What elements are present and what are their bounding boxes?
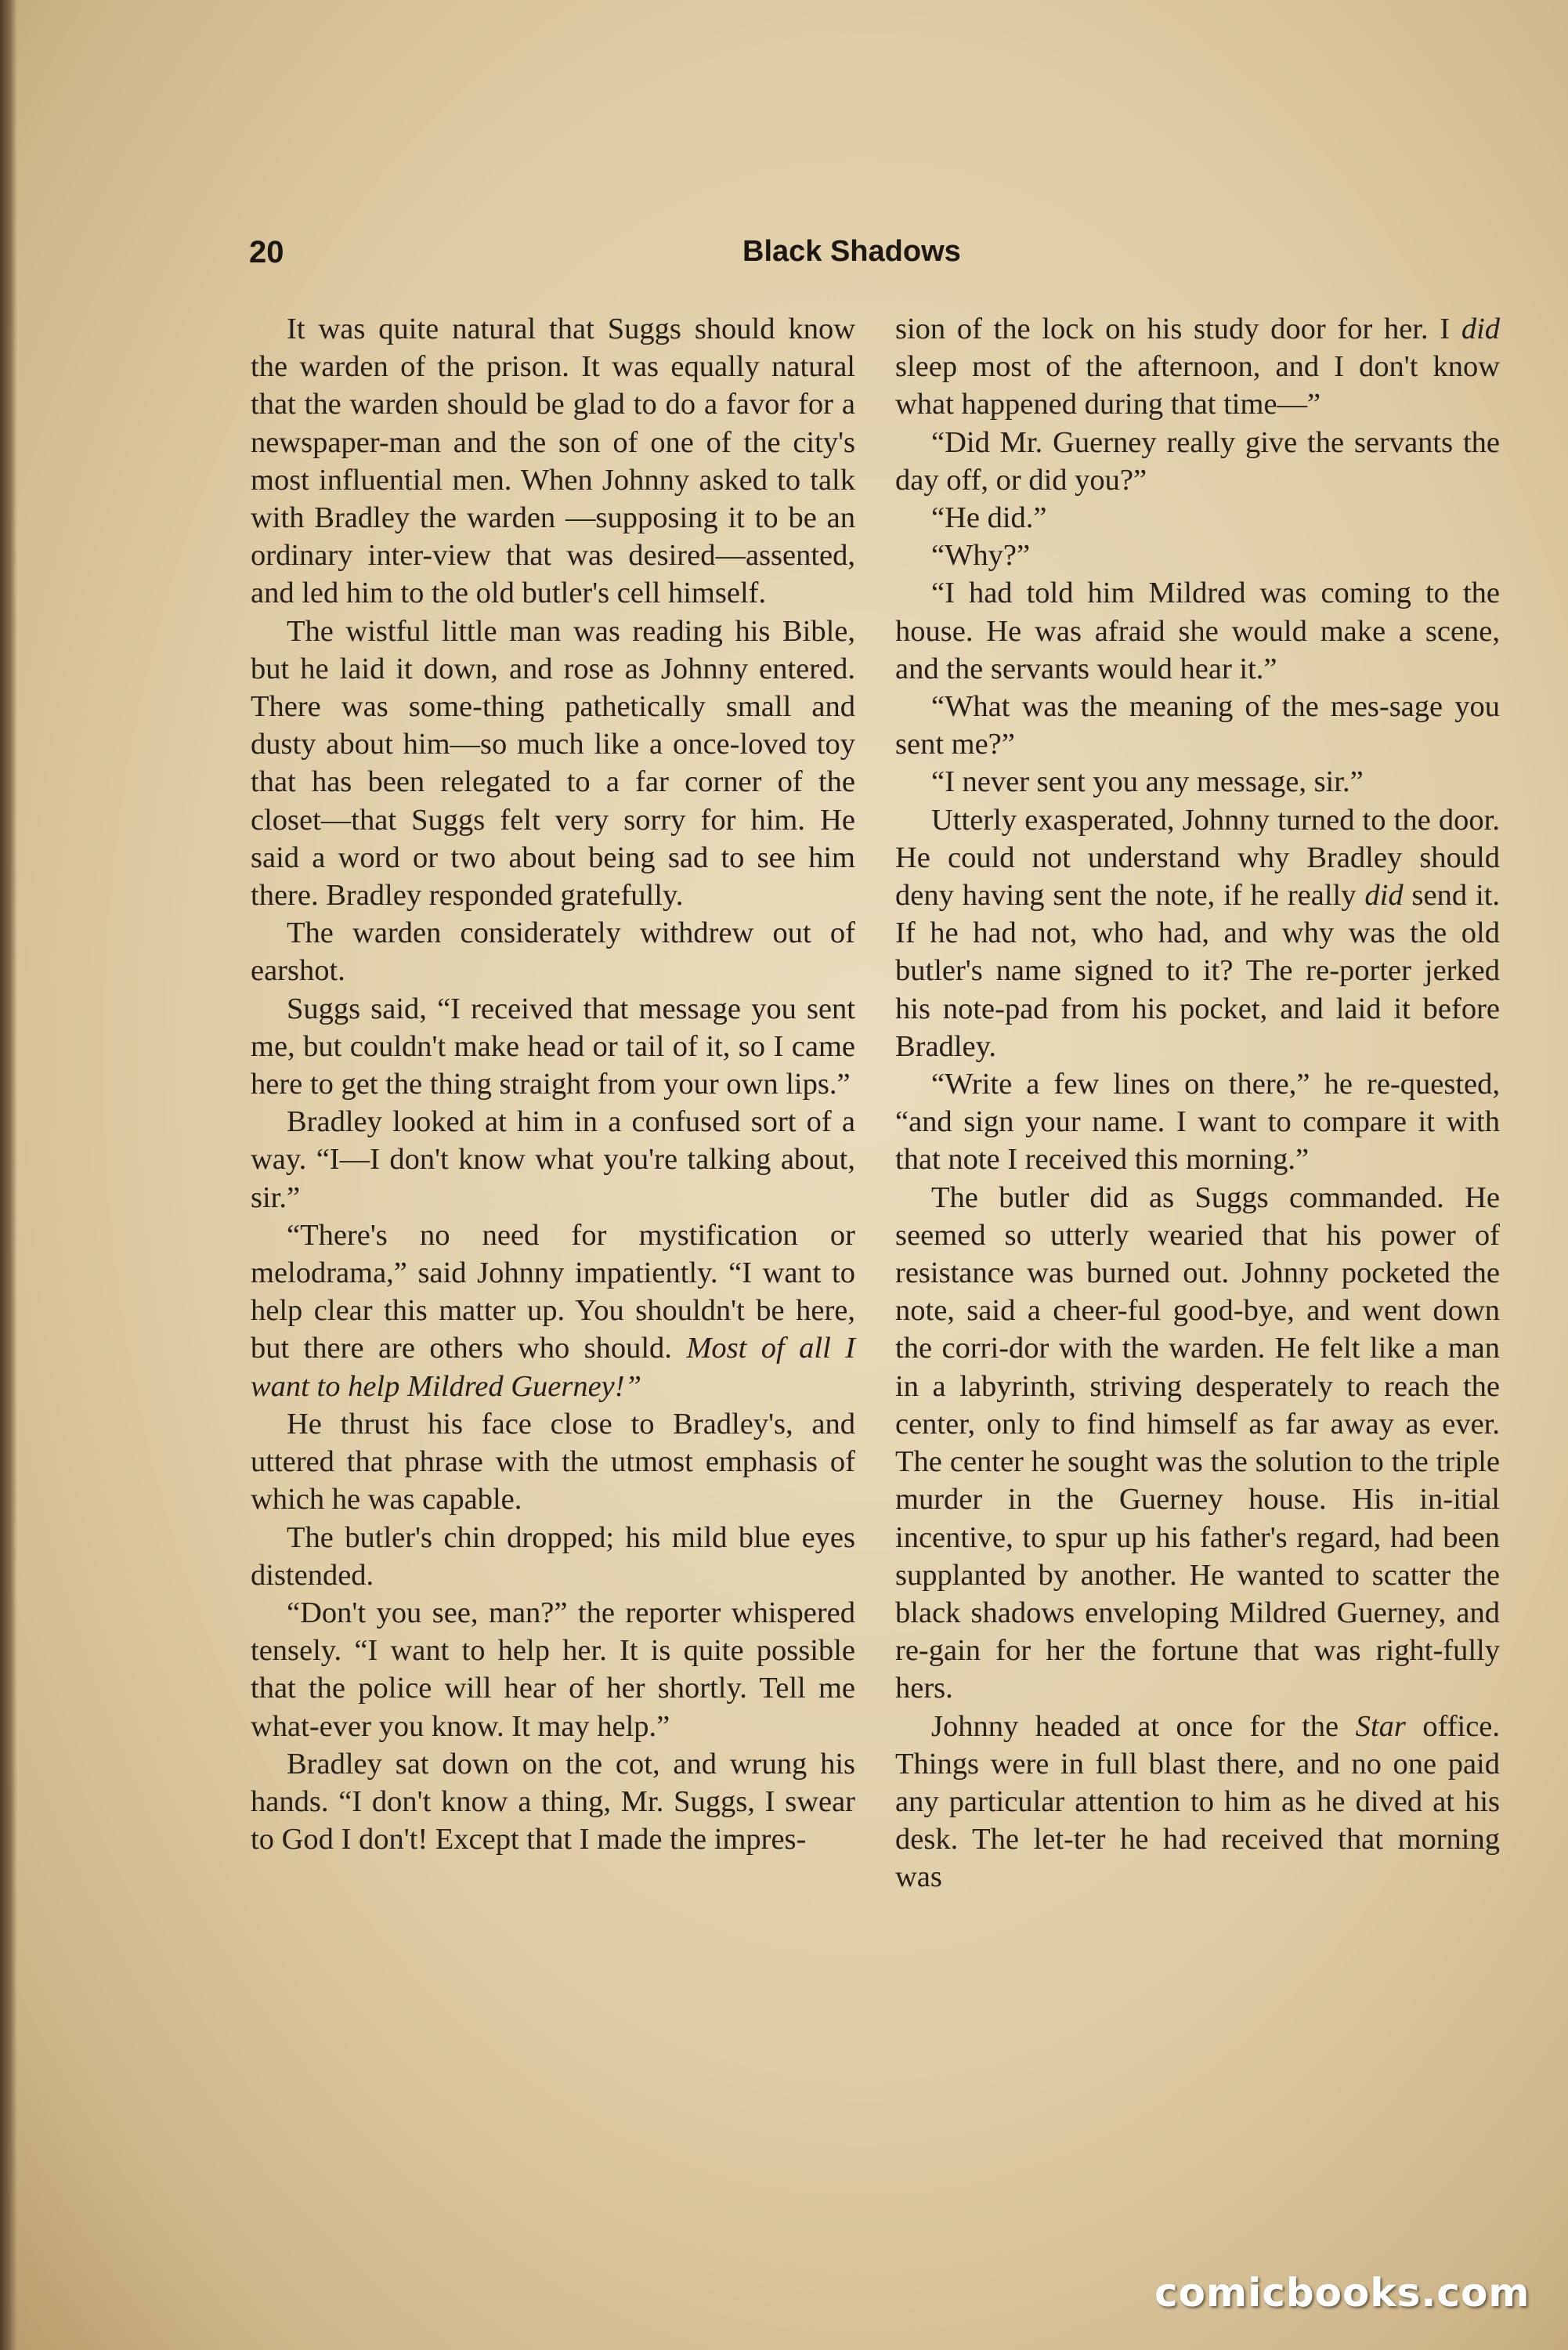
paragraph: “Did Mr. Guerney really give the servants the day off, or did you?” bbox=[895, 425, 1500, 497]
paragraph: It was quite natural that Suggs should know the warden of the prison. It was equally natural that the warden should be glad to do a favor for a newspaper-man and the son of one of the city's most influential men. When Johnny asked to talk with Bradley the warden —supposing it to be an ordinary inter-view that was desired—assented, and led him to the old butler's cell himself. bbox=[251, 313, 855, 610]
paragraph: He thrust his face close to Bradley's, and uttered that phrase with the utmost emphasis of which he was capable. bbox=[251, 1407, 855, 1517]
page-header bbox=[249, 235, 1502, 282]
paragraph-text: sion of the lock on his study door for her. I bbox=[895, 313, 1451, 345]
paragraph: “Write a few lines on there,” he re-quested, “and sign your name. I want to compare it with that note I received this morning.” bbox=[895, 1068, 1500, 1177]
italic-emphasis: did bbox=[1461, 313, 1501, 345]
paragraph-text: office. Things were in full blast there, and no one paid any particular attention to him as he dived at his desk. The let-ter he had received that morning was bbox=[895, 1709, 1501, 1894]
paragraph-text: “There's no need for mystification or melodrama,” said Johnny impatiently. “I want to help clear this matter up. You shouldn't be here, but there are others who should. bbox=[251, 1218, 855, 1365]
paragraph: “Why?” bbox=[931, 539, 1031, 573]
paragraph: “What was the meaning of the mes-sage you sent me?” bbox=[895, 690, 1500, 761]
italic-emphasis: Star bbox=[1355, 1709, 1406, 1743]
paragraph-text: Utterly exasperated, Johnny turned to the door. He could not understand why Bradley should deny having sent the note, if he really bbox=[895, 803, 1500, 913]
italic-emphasis: Most of all I want to help Mildred Guerney!” bbox=[251, 1332, 855, 1403]
paragraph: The warden considerately withdrew out of earshot. bbox=[251, 916, 855, 988]
italic-emphasis: did bbox=[1364, 879, 1404, 913]
page-number: 20 bbox=[249, 235, 284, 269]
page-spine-shadow bbox=[0, 0, 17, 2350]
paragraph bbox=[251, 1217, 855, 1405]
paragraph: “I never sent you any message, sir.” bbox=[931, 765, 1364, 799]
paragraph-continued bbox=[895, 310, 1500, 424]
running-title: Black Shadows bbox=[742, 235, 961, 268]
paragraph bbox=[895, 1708, 1500, 1896]
paragraph bbox=[895, 801, 1500, 1065]
right-text-column bbox=[895, 310, 1500, 1896]
paragraph: Bradley looked at him in a confused sort of a way. “I—I don't know what you're talking about, sir.” bbox=[251, 1105, 855, 1214]
paragraph-text: sleep most of the afternoon, and I don't know what happened during that time—” bbox=[895, 350, 1500, 421]
paragraph: “I had told him Mildred was coming to the house. He was afraid she would make a scene, and the servants would hear it.” bbox=[895, 577, 1500, 685]
paragraph: Suggs said, “I received that message you sent me, but couldn't make head or tail of it, so I came here to get the thing straight from your own lips.” bbox=[251, 992, 855, 1101]
paragraph: The butler's chin dropped; his mild blue eyes distended. bbox=[251, 1520, 855, 1592]
paragraph-text: send it. If he had not, who had, and why was the old butler's name signed to it? The re-porter jerked his note-pad from his pocket, and laid it before Bradley. bbox=[895, 879, 1501, 1063]
paragraph: The wistful little man was reading his Bible, but he laid it down, and rose as Johnny entered. There was some-thing pathetically small and dusty about him—so much like a once-loved toy that has been relegated to a far corner of the closet—that Suggs felt very sorry for him. He said a word or two about being sad to see him there. Bradley responded gratefully. bbox=[251, 614, 855, 913]
paragraph: The butler did as Suggs commanded. He seemed so utterly wearied that his power of resistance was burned out. Johnny pocketed the note, said a cheer-ful good-bye, and went down the corri-dor with the warden. He felt like a man in a labyrinth, striving desperately to reach the center, only to find himself as far away as ever. The center he sought was the solution to the triple murder in the Guerney house. His in-itial incentive, to spur up his father's regard, had been supplanted by another. He wanted to scatter the black shadows enveloping Mildred Guerney, and re-gain for her the fortune that was right-fully hers. bbox=[895, 1180, 1500, 1705]
left-text-column bbox=[251, 310, 855, 1858]
paragraph: Bradley sat down on the cot, and wrung his hands. “I don't know a thing, Mr. Suggs, I swear to God I don't! Except that I made the impres- bbox=[251, 1747, 855, 1856]
paragraph-text: Johnny headed at once for the bbox=[931, 1709, 1339, 1743]
paragraph: “He did.” bbox=[931, 501, 1047, 535]
site-watermark: comicbooks.com bbox=[1154, 2270, 1530, 2316]
paragraph: “Don't you see, man?” the reporter whispered tensely. “I want to help her. It is quite possible that the police will hear of her shortly. Tell me what-ever you know. It may help.” bbox=[251, 1596, 855, 1743]
